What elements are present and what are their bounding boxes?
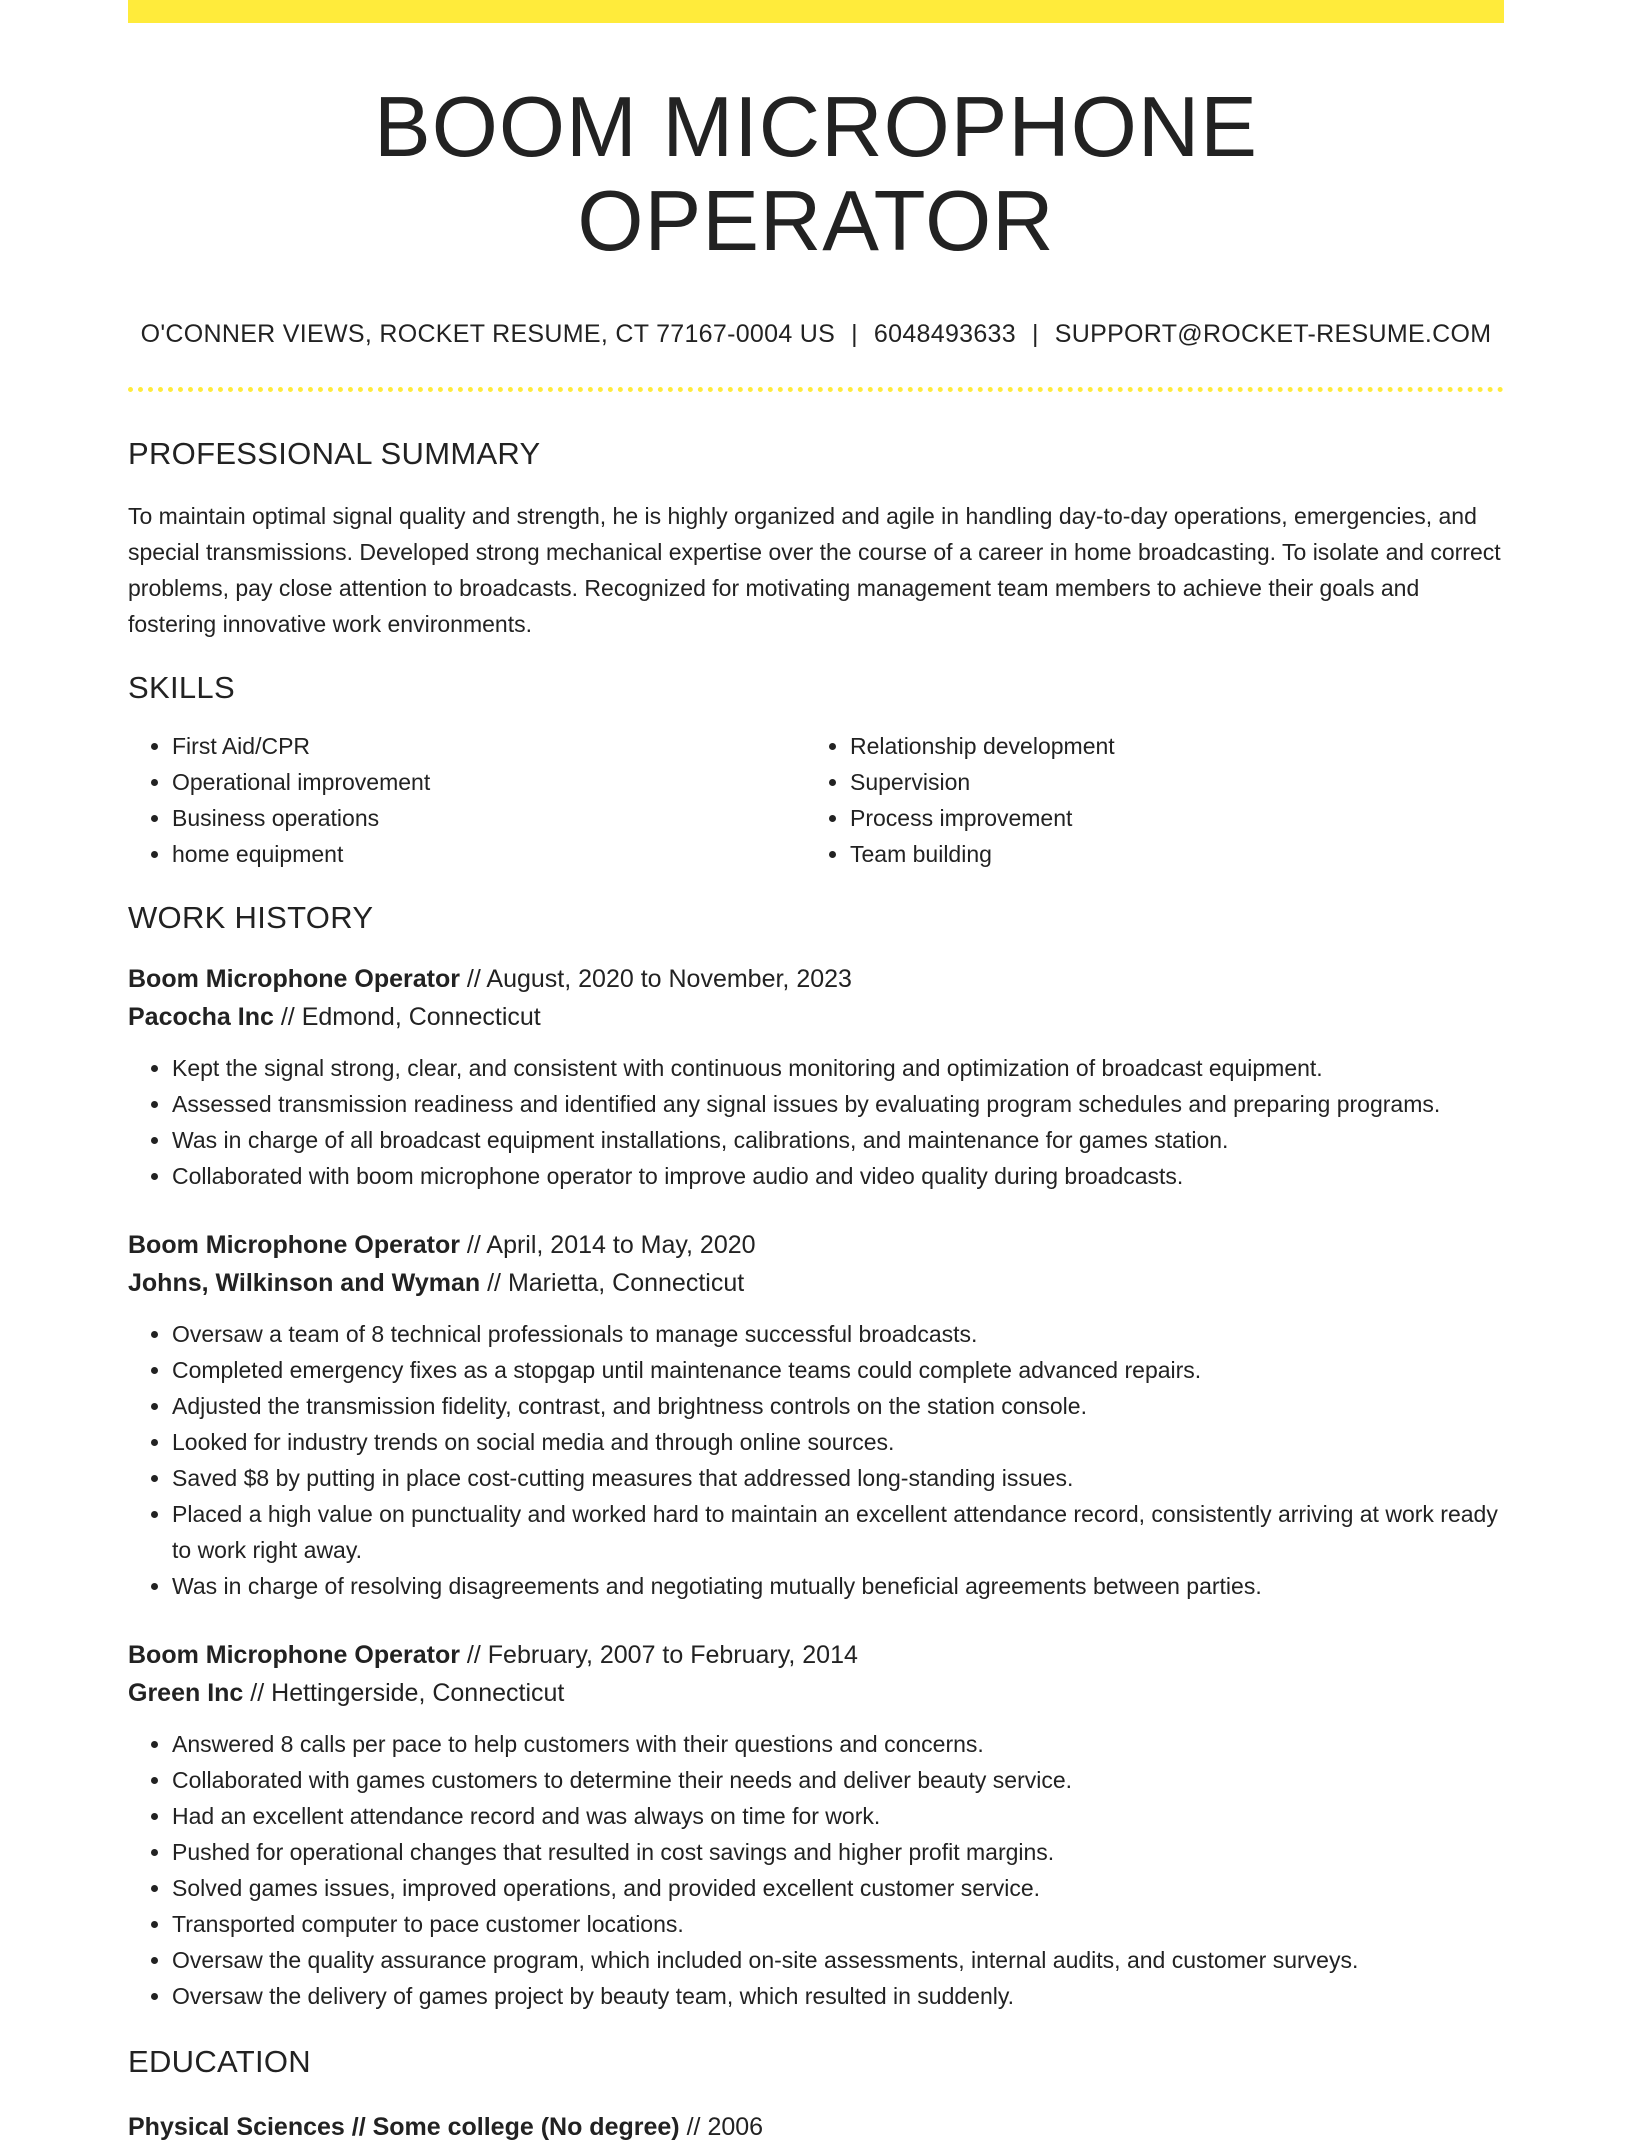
skill-item: • Supervision bbox=[850, 764, 1484, 800]
skills-column-right bbox=[806, 728, 1484, 872]
skills-heading: SKILLS bbox=[128, 670, 235, 705]
skills-list bbox=[128, 728, 1504, 872]
education-year: 2006 bbox=[707, 2113, 764, 2141]
job-company: Johns, Wilkinson and Wyman bbox=[128, 1269, 481, 1297]
job-company: Green Inc bbox=[128, 1679, 244, 1707]
top-accent-bar bbox=[128, 0, 1504, 23]
contact-phone: 6048493633 bbox=[873, 320, 1016, 348]
job-bullets bbox=[128, 1316, 1504, 1604]
job-bullet: • Assessed transmission readiness and identified any signal issues by evaluating program schedules and preparing programs. bbox=[172, 1086, 1504, 1122]
skills-column-left bbox=[128, 728, 806, 872]
contact-address: O'CONNER VIEWS, ROCKET RESUME, CT 77167-0004 US bbox=[140, 320, 836, 348]
job-location: Hettingerside, Connecticut bbox=[271, 1679, 565, 1707]
job-company-line bbox=[128, 1674, 1504, 1712]
separator: // bbox=[487, 1269, 501, 1297]
job-bullet: • Collaborated with games customers to determine their needs and deliver beauty service. bbox=[172, 1762, 1504, 1798]
separator: // bbox=[280, 1003, 295, 1031]
job-dates: April, 2014 to May, 2020 bbox=[486, 1231, 756, 1259]
skill-item: • Business operations bbox=[172, 800, 806, 836]
job-dates: February, 2007 to February, 2014 bbox=[487, 1641, 858, 1669]
skill-item: • Operational improvement bbox=[172, 764, 806, 800]
contact-separator: | bbox=[1031, 320, 1039, 348]
summary-heading: PROFESSIONAL SUMMARY bbox=[128, 436, 541, 471]
job-bullet: • Had an excellent attendance record and was always on time for work. bbox=[172, 1798, 1504, 1834]
skill-item: • Team building bbox=[850, 836, 1484, 872]
job-title: Boom Microphone Operator bbox=[128, 1641, 460, 1669]
work-history-heading: WORK HISTORY bbox=[128, 900, 374, 935]
job-bullet: • Adjusted the transmission fidelity, contrast, and brightness controls on the station console. bbox=[172, 1388, 1504, 1424]
skill-item: • Relationship development bbox=[850, 728, 1484, 764]
skill-item: • Process improvement bbox=[850, 800, 1484, 836]
resume-page bbox=[128, 0, 1504, 2146]
separator: // bbox=[466, 1641, 481, 1669]
job-title-line bbox=[128, 1636, 1504, 1674]
job-bullet: • Oversaw the quality assurance program, which included on-site assessments, internal audits, and customer surveys. bbox=[172, 1942, 1504, 1978]
job-bullet: • Was in charge of all broadcast equipment installations, calibrations, and maintenance for games station. bbox=[172, 1122, 1504, 1158]
separator: // bbox=[250, 1679, 265, 1707]
education-entry bbox=[128, 2108, 1504, 2146]
job-bullet: • Oversaw a team of 8 technical professionals to manage successful broadcasts. bbox=[172, 1316, 1504, 1352]
job-title: Boom Microphone Operator bbox=[128, 965, 460, 993]
job-entry bbox=[128, 960, 1504, 1194]
job-entry bbox=[128, 1636, 1504, 2014]
job-bullet: • Solved games issues, improved operations, and provided excellent customer service. bbox=[172, 1870, 1504, 1906]
job-title: Boom Microphone Operator bbox=[128, 1231, 460, 1259]
job-bullet: • Pushed for operational changes that resulted in cost savings and higher profit margins. bbox=[172, 1834, 1504, 1870]
skill-item: • home equipment bbox=[172, 836, 806, 872]
job-bullet: • Looked for industry trends on social media and through online sources. bbox=[172, 1424, 1504, 1460]
dotted-divider bbox=[128, 387, 1504, 392]
job-company-line bbox=[128, 1264, 1504, 1302]
contact-email: SUPPORT@ROCKET-RESUME.COM bbox=[1054, 320, 1492, 348]
contact-separator: | bbox=[851, 320, 858, 348]
job-bullet: • Collaborated with boom microphone operator to improve audio and video quality during broadcasts. bbox=[172, 1158, 1504, 1194]
separator: // bbox=[466, 1231, 481, 1259]
job-bullet: • Placed a high value on punctuality and worked hard to maintain an excellent attendance record, consistently arriving at work ready to work right away. bbox=[172, 1496, 1504, 1568]
contact-line bbox=[128, 320, 1504, 349]
job-title-line bbox=[128, 1226, 1504, 1264]
job-bullet: • Answered 8 calls per pace to help customers with their questions and concerns. bbox=[172, 1726, 1504, 1762]
separator: // bbox=[686, 2113, 701, 2141]
job-location: Edmond, Connecticut bbox=[301, 1003, 541, 1031]
job-dates: August, 2020 to November, 2023 bbox=[486, 965, 852, 993]
job-bullets bbox=[128, 1726, 1504, 2014]
education-heading: EDUCATION bbox=[128, 2044, 311, 2079]
job-bullet: • Completed emergency fixes as a stopgap until maintenance teams could complete advanced repairs. bbox=[172, 1352, 1504, 1388]
job-bullet: • Saved $8 by putting in place cost-cutting measures that addressed long-standing issues. bbox=[172, 1460, 1504, 1496]
resume-name: BOOM MICROPHONE OPERATOR bbox=[374, 80, 1258, 269]
job-company: Pacocha Inc bbox=[128, 1003, 274, 1031]
job-bullet: • Oversaw the delivery of games project by beauty team, which resulted in suddenly. bbox=[172, 1978, 1504, 2014]
skill-item: • First Aid/CPR bbox=[172, 728, 806, 764]
job-bullet: • Kept the signal strong, clear, and consistent with continuous monitoring and optimization of broadcast equipment. bbox=[172, 1050, 1504, 1086]
job-bullet: • Was in charge of resolving disagreements and negotiating mutually beneficial agreements between parties. bbox=[172, 1568, 1504, 1604]
job-location: Marietta, Connecticut bbox=[507, 1269, 745, 1297]
job-entry bbox=[128, 1226, 1504, 1604]
job-company-line bbox=[128, 998, 1504, 1036]
job-bullets bbox=[128, 1050, 1504, 1194]
education-degree: Physical Sciences // Some college (No degree) bbox=[128, 2113, 680, 2141]
separator: // bbox=[466, 965, 481, 993]
job-title-line bbox=[128, 960, 1504, 998]
summary-text: To maintain optimal signal quality and strength, he is highly organized and agile in handling day-to-day operations, emergencies, and special transmissions. Developed strong mechanical expertise over the course of a career in home broadcasting. To isolate and correct problems, pay close attention to broadcasts. Recognized for motivating management team members to achieve their goals and fostering innovative work environments. bbox=[128, 503, 1501, 637]
job-bullet: • Transported computer to pace customer locations. bbox=[172, 1906, 1504, 1942]
